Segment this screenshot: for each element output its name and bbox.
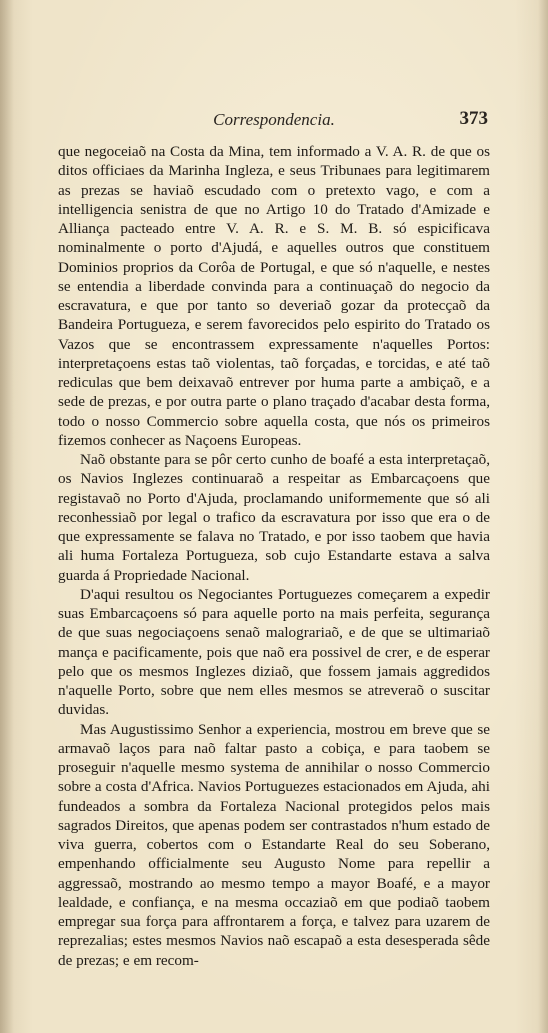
page-number: 373 (459, 108, 488, 129)
paragraph: Mas Augustissimo Senhor a experiencia, mostrou em breve que se armavaõ laços para naõ faltar pasto a cobiça, e para taobem se proseguir n'aquelle mesmo systema de annihilar o nosso Commercio sobre a costa d'Africa. Navios Portuguezes estacionados em Ajuda, ahi fundeados a sombra da Fortaleza Nacional protegidos pelos mais sagrados Direitos, que apenas podem ser contrastados n'hum estado de viva guerra, cobertos com o Estandarte Real do seu Soberano, empenhando officialmente seu Augusto Nome para repellir a aggressaõ, mostrando ao mesmo tempo a mayor Boafé, e a mayor lealdade, e confiança, e na mesma occaziaõ em que podiaõ taobem empregar sua força para affrontarem a força, e talvez para uzarem de reprezalias; estes mesmos Navios naõ escapaõ a esta desesperada sêde de prezas; e em recom- (58, 720, 490, 969)
running-title: Correspondencia. (213, 110, 335, 129)
paragraph: que negoceiaõ na Costa da Mina, tem informado a V. A. R. de que os ditos officiaes da Marinha Ingleza, e seus Tribunaes para legitimarem as prezas se haviaõ escudado com o pretexto vago, e com a intelligencia senistra de que no Artigo 10 do Tratado d'Amizade e Alliança pacteado entre V. A. R. e S. M. B. só espicificava nominalmente o porto d'Ajudá, e aquelles outros que constituem Dominios proprios da Corôa de Portugal, e que só n'aquelle, e nestes se entendia a liberdade convinda para a continuaçaõ do negocio da escravatura, e que por tanto so deveriaõ gozar da protecçaõ da Bandeira Portugueza, e serem favorecidos pelo espirito do Tratado os Vazos que se encontrassem expressamente n'aquelles Portos: interpretaçoens estas taõ violentas, taõ forçadas, e torcidas, e até taõ rediculas que bem deixavaõ entrever por huma parte a ambiçaõ, e a sede de prezas, e por outra parte o plano traçado d'acabar desta forma, todo o nosso Commercio sobre aquella costa, que nós os primeiros fizemos conhecer as Naçoens Europeas. (58, 143, 490, 449)
page-edge-shadow (538, 0, 548, 1033)
paragraph: D'aqui resultou os Negociantes Portuguezes começarem a expedir suas Embarcaçoens só para aquelle porto na mais perfeita, segurança de que suas negociaçoens senaõ malograriaõ, e de que se ultimariaõ mança e pacificamente, pois que naõ era possivel de crer, e de esperar pelo que os mesmos Inglezes diziaõ, que fossem jamais aggredidos n'aquelle Porto, sobre que nem elles mesmos se atreveraõ o suscitar duvidas. (58, 585, 490, 719)
page-header (58, 108, 490, 132)
paragraph: Naõ obstante para se pôr certo cunho de boafé a esta interpretaçaõ, os Navios Inglezes continuaraõ a respeitar as Embarcaçoens que registavaõ no Porto d'Ajuda, proclamando uniformemente que só ali reconhessiaõ por legal o trafico da escravatura por isso que era o de que expressamente se falava no Tratado, e por isso taobem que havia ali huma Fortaleza Portugueza, sob cujo Estandarte estava a salva guarda á Propriedade Nacional. (58, 451, 490, 584)
spine-shadow (0, 0, 14, 1033)
body-text (58, 142, 490, 970)
